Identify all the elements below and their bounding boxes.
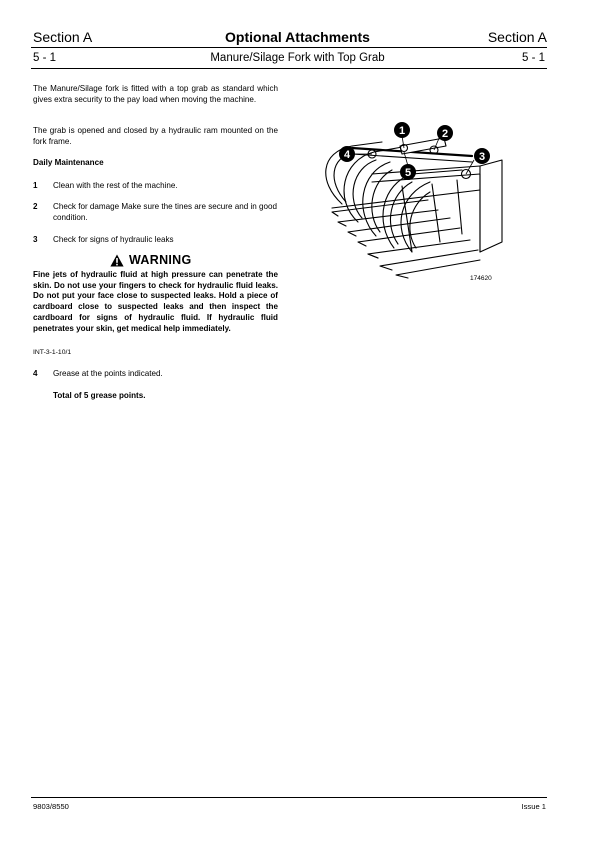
warning-text: Fine jets of hydraulic fluid at high pressure can penetrate the skin. Do not use your fingers to check for hydraulic fluid leaks. Do not put your face close to suspected leaks. Hold a piece of cardboard close to suspected leaks and then inspect the cardboard for signs of hydraulic fluid. If hydraulic fluid penetrates your skin, get medical help immediately. <box>33 270 278 333</box>
page-title: Optional Attachments <box>225 29 370 45</box>
total-grease-points: Total of 5 grease points. <box>53 391 146 400</box>
step-text: Clean with the rest of the machine. <box>53 181 178 190</box>
grab-paragraph: The grab is opened and closed by a hydraulic ram mounted on the fork frame. <box>33 126 278 146</box>
step-number: 3 <box>33 235 38 244</box>
section-label-right: Section A <box>487 29 547 45</box>
step-text: Check for damage Make sure the tines are secure and in good condition. <box>53 202 278 222</box>
callout-1-label: 1 <box>398 125 406 137</box>
callout-2-label: 2 <box>441 128 449 140</box>
page-subtitle: Manure/Silage Fork with Top Grab <box>210 52 385 64</box>
intro-paragraph: The Manure/Silage fork is fitted with a top grab as standard which gives extra security to the pay load when moving the machine. <box>33 84 278 104</box>
maintenance-heading: Daily Maintenance <box>33 158 104 167</box>
callout-3-label: 3 <box>478 151 486 163</box>
step-text: Check for signs of hydraulic leaks <box>53 235 174 244</box>
page-number-right: 5 - 1 <box>521 52 545 64</box>
warning-label: WARNING <box>129 253 192 267</box>
warning-heading <box>110 252 220 268</box>
callout-4-label: 4 <box>343 149 351 161</box>
step-number: 2 <box>33 202 38 211</box>
figure-caption: 174620 <box>470 275 492 282</box>
page-number-left: 5 - 1 <box>33 52 57 64</box>
step-text: Grease at the points indicated. <box>53 369 163 378</box>
warning-reference: INT-3-1-10/1 <box>33 349 72 356</box>
callout-5-label: 5 <box>404 167 412 179</box>
header-rule <box>31 47 547 48</box>
fork-grab-illustration <box>312 112 526 290</box>
step-number: 1 <box>33 181 38 190</box>
footer-rule <box>31 797 547 798</box>
section-label-left: Section A <box>33 29 93 45</box>
warning-triangle-icon <box>110 254 124 267</box>
document-number: 9803/8550 <box>33 802 69 811</box>
issue-label: Issue 1 <box>521 802 546 811</box>
subheader-rule <box>31 68 547 69</box>
step-number: 4 <box>33 369 38 378</box>
